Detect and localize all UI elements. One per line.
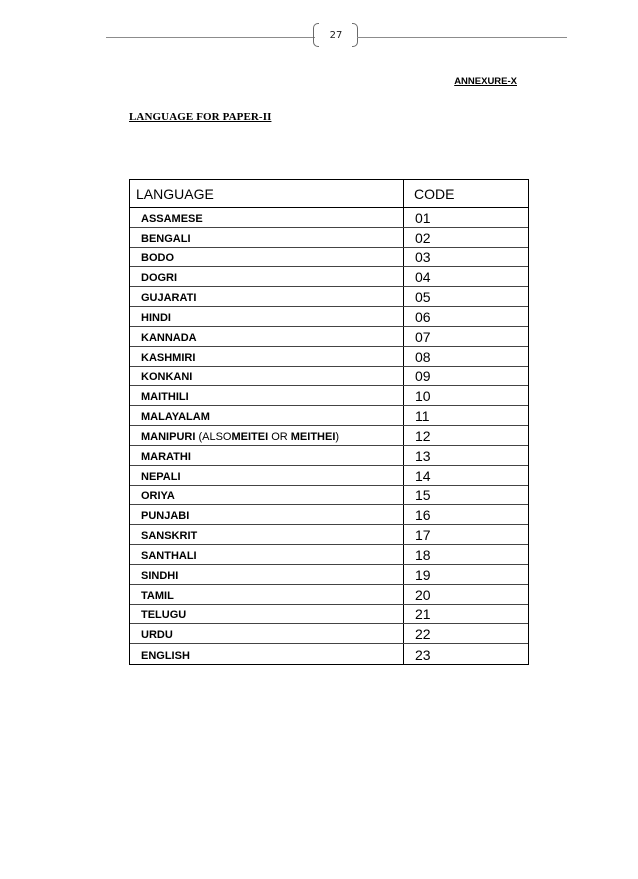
table-row <box>130 386 528 406</box>
table-row <box>130 287 528 307</box>
table-header-row <box>130 180 528 208</box>
language-name: SANTHALI <box>141 549 197 562</box>
code-cell: 23 <box>415 647 431 664</box>
table-row <box>130 426 528 446</box>
code-cell: 05 <box>415 289 431 306</box>
page-title: LANGUAGE FOR PAPER-II <box>129 111 272 123</box>
code-cell: 01 <box>415 209 431 226</box>
table-row <box>130 505 528 525</box>
language-cell <box>130 525 404 544</box>
table-row <box>130 267 528 287</box>
code-cell: 08 <box>415 348 431 365</box>
language-name: KONKANI <box>141 371 193 384</box>
language-name: MAITHILI <box>141 391 189 404</box>
language-cell <box>130 347 404 366</box>
code-cell: 03 <box>415 249 431 266</box>
language-cell <box>130 446 404 465</box>
language-cell <box>130 267 404 286</box>
language-alt-name: MEITHEI <box>290 430 336 443</box>
language-cell <box>130 624 404 643</box>
table-row <box>130 446 528 466</box>
language-name: SINDHI <box>141 569 179 582</box>
language-cell <box>130 605 404 624</box>
table-row <box>130 624 528 644</box>
table-row <box>130 228 528 248</box>
header-rule-left <box>106 37 315 38</box>
language-note-close: ) <box>335 430 340 443</box>
language-cell <box>130 585 404 604</box>
language-cell <box>130 327 404 346</box>
language-cell <box>130 505 404 524</box>
code-cell: 17 <box>415 527 431 544</box>
language-name: PUNJABI <box>141 510 190 523</box>
language-note-or: OR <box>268 430 291 443</box>
language-cell <box>130 287 404 306</box>
table-row <box>130 486 528 506</box>
code-cell: 09 <box>415 368 431 385</box>
language-cell <box>130 644 404 664</box>
header-rule-right <box>357 37 567 38</box>
language-name: ORIYA <box>141 490 175 503</box>
code-cell: 16 <box>415 507 431 524</box>
code-cell: 10 <box>415 388 431 405</box>
annexure-label: ANNEXURE-X <box>454 76 517 87</box>
column-header-language: LANGUAGE <box>130 180 404 207</box>
left-brace-icon <box>313 23 319 47</box>
language-name: KANNADA <box>141 331 197 344</box>
code-cell: 04 <box>415 269 431 286</box>
language-cell <box>130 486 404 505</box>
code-cell: 19 <box>415 566 431 583</box>
table-row <box>130 644 528 664</box>
table-row <box>130 565 528 585</box>
column-header-code: CODE <box>414 186 455 202</box>
code-cell: 18 <box>415 546 431 563</box>
language-name: MARATHI <box>141 450 191 463</box>
language-name: MALAYALAM <box>141 411 210 424</box>
page-number: 27 <box>329 30 343 41</box>
code-cell: 02 <box>415 229 431 246</box>
code-cell: 14 <box>415 467 431 484</box>
language-cell <box>130 228 404 247</box>
table-row <box>130 367 528 387</box>
language-name: TAMIL <box>141 589 174 602</box>
language-alt-name: MEITEI <box>231 430 269 443</box>
table-row <box>130 466 528 486</box>
language-name: NEPALI <box>141 470 181 483</box>
language-name: ENGLISH <box>141 650 190 663</box>
table-row <box>130 585 528 605</box>
language-cell <box>130 307 404 326</box>
table-row <box>130 545 528 565</box>
code-cell: 15 <box>415 487 431 504</box>
language-cell <box>130 386 404 405</box>
language-name: SANSKRIT <box>141 530 198 543</box>
code-cell: 06 <box>415 308 431 325</box>
language-note-open: (ALSO <box>195 430 232 443</box>
table-row <box>130 307 528 327</box>
table-row <box>130 406 528 426</box>
language-name: GUJARATI <box>141 292 197 305</box>
code-cell: 20 <box>415 586 431 603</box>
code-cell: 12 <box>415 427 431 444</box>
language-name: BENGALI <box>141 232 191 245</box>
language-name: TELUGU <box>141 609 187 622</box>
language-name: KASHMIRI <box>141 351 196 364</box>
right-brace-icon <box>352 23 358 47</box>
table-row <box>130 208 528 228</box>
language-cell <box>130 406 404 425</box>
language-name: MANIPURI <box>141 430 196 443</box>
table-row <box>130 605 528 625</box>
language-cell <box>130 466 404 485</box>
language-name: URDU <box>141 629 173 642</box>
language-code-table <box>129 179 529 665</box>
language-cell <box>130 208 404 227</box>
code-cell: 21 <box>415 606 431 623</box>
code-cell: 13 <box>415 447 431 464</box>
table-row <box>130 248 528 268</box>
language-cell <box>130 426 404 445</box>
language-cell <box>130 565 404 584</box>
language-name: DOGRI <box>141 272 178 285</box>
language-name: HINDI <box>141 311 171 324</box>
language-cell <box>130 545 404 564</box>
code-cell: 11 <box>415 408 430 425</box>
code-cell: 07 <box>415 328 431 345</box>
language-name: ASSAMESE <box>141 212 203 225</box>
code-cell: 22 <box>415 626 431 643</box>
table-row <box>130 327 528 347</box>
language-cell <box>130 248 404 267</box>
table-row <box>130 347 528 367</box>
language-name: BODO <box>141 252 174 265</box>
language-cell <box>130 367 404 386</box>
table-row <box>130 525 528 545</box>
